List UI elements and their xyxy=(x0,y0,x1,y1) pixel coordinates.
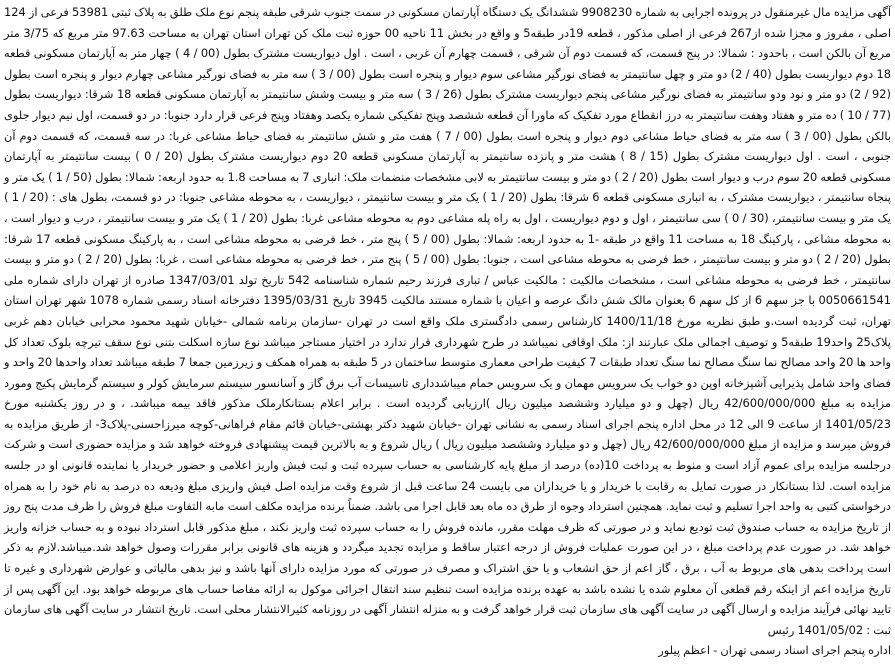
notice-signature: اداره پنجم اجرای اسناد رسمی تهران - اعظم پیلور xyxy=(658,643,891,658)
notice-body: آگهی مزایده مال غیرمنقول در پرونده اجرایی به شماره 9908230 ششدانگ یک دستگاه آپارتمان مسکونی در سمت جنوب شرقی طبقه پنجم نوع ملک طلق به پلاک ثبتی 53981 فرعی از 124 اصلی ، مفروز و مجزا شده از267 فرعی از اصلی مذکور ، قطعه 19در طبقه5 و واقع در بخش 11 ناحیه 00 حوزه ثبت ملک کن تهران استان تهران به مساحت 97.63 متر مربع که 3/75 متر مربع آن بالکن است ، باحدود : شمالا: در پنج قسمت، که قسمت دوم آن شرقی ، قسمت چهارم آن غربی ، است . اول دیواریست مشترک بطول (00 / 4 ) چهار متر به آپارتمان مسکونی قطعه 18 دوم دیواریست بطول (40 / 2) دو متر و چهل سانتیمتر به فضای نورگیر مشاعی سوم دیوار و پنجره است بطول (00 / 3 ) سه متر به فضای نورگیر مشاعی چهارم دیوار و پنجره است بطول (92 / 2) دو متر و نود ودو سانتیمتر به فضای نورگیر مشاعی پنجم دیواریست مشترک بطول (26 / 3 ) سه متر و بیست وشش سانتیمتر به آپارتمان مسکونی قطعه 18 شرقا: دیواریست بطول (77 / 10 ) ده متر و هفتاد وهفت سانتیمتر به درز انقطاع مورد تفکیک که ماورا آن قطعه ششصد وپنج تفکیکی شماره یکصد وهفتاد وپنج فرعی قرار دارد جنوبا: در دو قسمت، اول نیم دیوار جلوی بالکن بطول (00 / 3 ) سه متر به فضای حیاط مشاعی دوم دیوار و پنجره است بطول (00 / 7 ) هفت متر و شش سانتیمتر به فضای حیاط مشاعی غربا: در سه قسمت، که قسمت دوم آن جنوبی ، است . اول دیواریست مشترک بطول (15 / 8 ) هشت متر و پانزده سانتیمتر به آپارتمان مسکونی قطعه 20 دوم دیواریست مشترک بطول (20 / 0 ) بیست سانتیمتر به آپارتمان مسکونی قطعه 20 سوم درب و دیوار است بطول (20 / 2 ) دو متر و بیست سانتیمتر به لابی مشخصات منضمات ملک: انباری 7 به مساحت 1.8 به حدود اربعه: شمالا: بطول (50 / 1 ) یک متر و پنجاه سانتیمتر ، دیواریست مشترک ، به انباری مسکونی قطعه 6 شرقا: بطول (20 / 1 ) یک متر و بیست سانتیمتر ، دیواریست ، به محوطه مشاعی جنوبا: در دو قسمت، بطول های : (20 / 1 ) یک متر و بیست سانتیمتر، (30 / 0 ) سی سانتیمتر ، اول و دوم دیواریست ، اول به راه پله مشاعی دوم به محوطه مشاعی غربا: بطول (20 / 1 ) یک متر و بیست سانتیمتر ، درب و دیوار است ، به محوطه مشاعی ، پارکینگ 18 به مساحت 11 واقع در طبقه -1 به حدود اربعه: شمالا: بطول (00 / 5 ) پنج متر ، خط فرضی به محوطه مشاعی است ، به پارکینگ مسکونی قطعه 17 شرقا: بطول (20 / 2 ) دو متر و بیست سانتیمتر ، خط فرضی به محوطه مشاعی است ، جنوبا: بطول (00 / 5 ) پنج متر ، خط فرضی به محوطه مشاعی است ، غربا: بطول (20 / 2 ) دو متر و بیست سانتیمتر ، خط فرضی به محوطه مشاعی است ، مشخصات مالکیت : مالکیت عباس / تباری فرزند رحیم شماره شناسنامه 542 تاریخ تولد 1347/03/01 صادره از تهران دارای شماره ملی 0050661541 با جز سهم 6 از کل سهم 6 بعنوان مالک شش دانگ عرصه و اعیان با شماره مستند مالکیت 3945 تاریخ 1395/03/31 دفترخانه اسناد رسمی شماره 1078 شهر تهران استان تهران، ثبت گردیده است.و طبق نظریه مورخ 1400/11/18 کارشناس رسمی دادگستری ملک واقع است در تهران -سازمان برنامه شمالی -خیابان شهید محمود محرابی خیابان دهم غربی پلاک25 واحد19 طبقه5 و توصیف اجمالی ملک عبارتند از: ملک اوقافی نمیباشد در طرح شهرداری قرار ندارد در اختیار مستاجر میباشد نوع سازه اسکلت بتنی نوع سقف تیرچه بلوک تعداد کل واحد ها 20 واحد مصالح نما سنگ مصالح نما سنگ تعداد طبقات 7 کیفیت طراحی معماری متوسط ساختمان در 5 طبقه به همراه همکف و زیرزمین جمعا 7 طبقه میباشد تعداد واحدها 20 واحد و فضای واحد شامل پذیرایی آشپزخانه اوپن دو خواب یک سرویس مهمان و یک سرویس حمام میباشدداری تاسیسات آب برق گاز و آسانسور سیستم سرمایش کولر و سیستم گرمایش پکیج ومورد مزایده به مبلغ 42/600/000/000 ریال (چهل و دو میلیارد وششصد میلیون ریال )ارزیابی گردیده است . برابر اعلام بستانکارملک مذکور فاقد بیمه میباشد. ، و در روز یکشنبه مورخ 1401/05/23 از ساعت 9 الی 12 در محل اداره پنجم اجرای اسناد رسمی به نشانی تهران -خیابان شهید دکتر بهشتی-خیابان قائم مقام فراهانی-کوچه میرزاحسنی-پلاک3- از طریق مزایده به فروش میرسد و مزایده از مبلغ 42/600/000/000 ریال (چهل و دو میلیارد وششصد میلیون ریال ) ریال شروع و به بالاترین قیمت پیشنهادی فروخته خواهد شد و مزایده حضوری است و شرکت درجلسه مزایده برای عموم آزاد است و منوط به پرداخت 10(ده) درصد از مبلغ پایه کارشناسی به حساب سپرده ثبت و ثبت فیش واریز اعلامی و حضور خریدار یا نماینده قانونی او در جلسه مزایده است. لذا بستانکار در صورت تمایل به رقابت با خریدار و یا خریداران می بایست 24 ساعت قبل از شروع وقت مزایده اصل فیش واریزی مبلغ ودیعه ده درصد به نام خود را به همراه درخواستی کتبی به واحد اجرا تسلیم و ثبت نماید. همچنین استرداد وجوه از طرق ده ماه بعد قابل اجرا می باشد. ضمناً برنده مزایده مکلف است مابه التفاوت مبلغ فروش را ظرف مدت پنج روز از تاریخ مزایده به حساب صندوق ثبت تودیع نماید و در صورتی که ظرف مهلت مقرر، مانده فروش را به حساب سپرده ثبت واریز نکند ، مبلغ مذکور قابل استرداد نبوده و به حساب خزانه واریز خواهد شد. در صورت عدم پرداخت مبلغ ، در این صورت عملیات فروش از درجه اعتبار ساقط و مزایده تجدید میگردد و هزینه های قانونی برابر مقررات وصول خواهد شد.میباشد.لازم به ذکر است پرداخت بدهی های مربوط به آب ، برق ، گاز اعم از حق انشعاب و یا حق اشتراک و مصرف در صورتی که مورد مزایده دارای آنها باشد و نیز بدهی مالیاتی و عوارض شهرداری و غیره تا تاریخ مزایده اعم از اینکه رقم قطعی آن معلوم شده یا نشده باشد به عهده برنده مزایده است تنظیم سند انتقال اجرائی موکول به ارائه مفاصا حساب های مربوطه خواهد بود. این آگهی پس از تایید نهائی فرآیند مزایده و ارسال آگهی در سایت آگهی های سازمان ثبت قرار خواهد گرفت و به منزله انتشار آگهی در روزنامه کثیرالانتشار محلی است. تاریخ انتشار در سایت آگهی های سازمان ثبت : 1401/05/02 رئیس xyxy=(4,5,892,637)
